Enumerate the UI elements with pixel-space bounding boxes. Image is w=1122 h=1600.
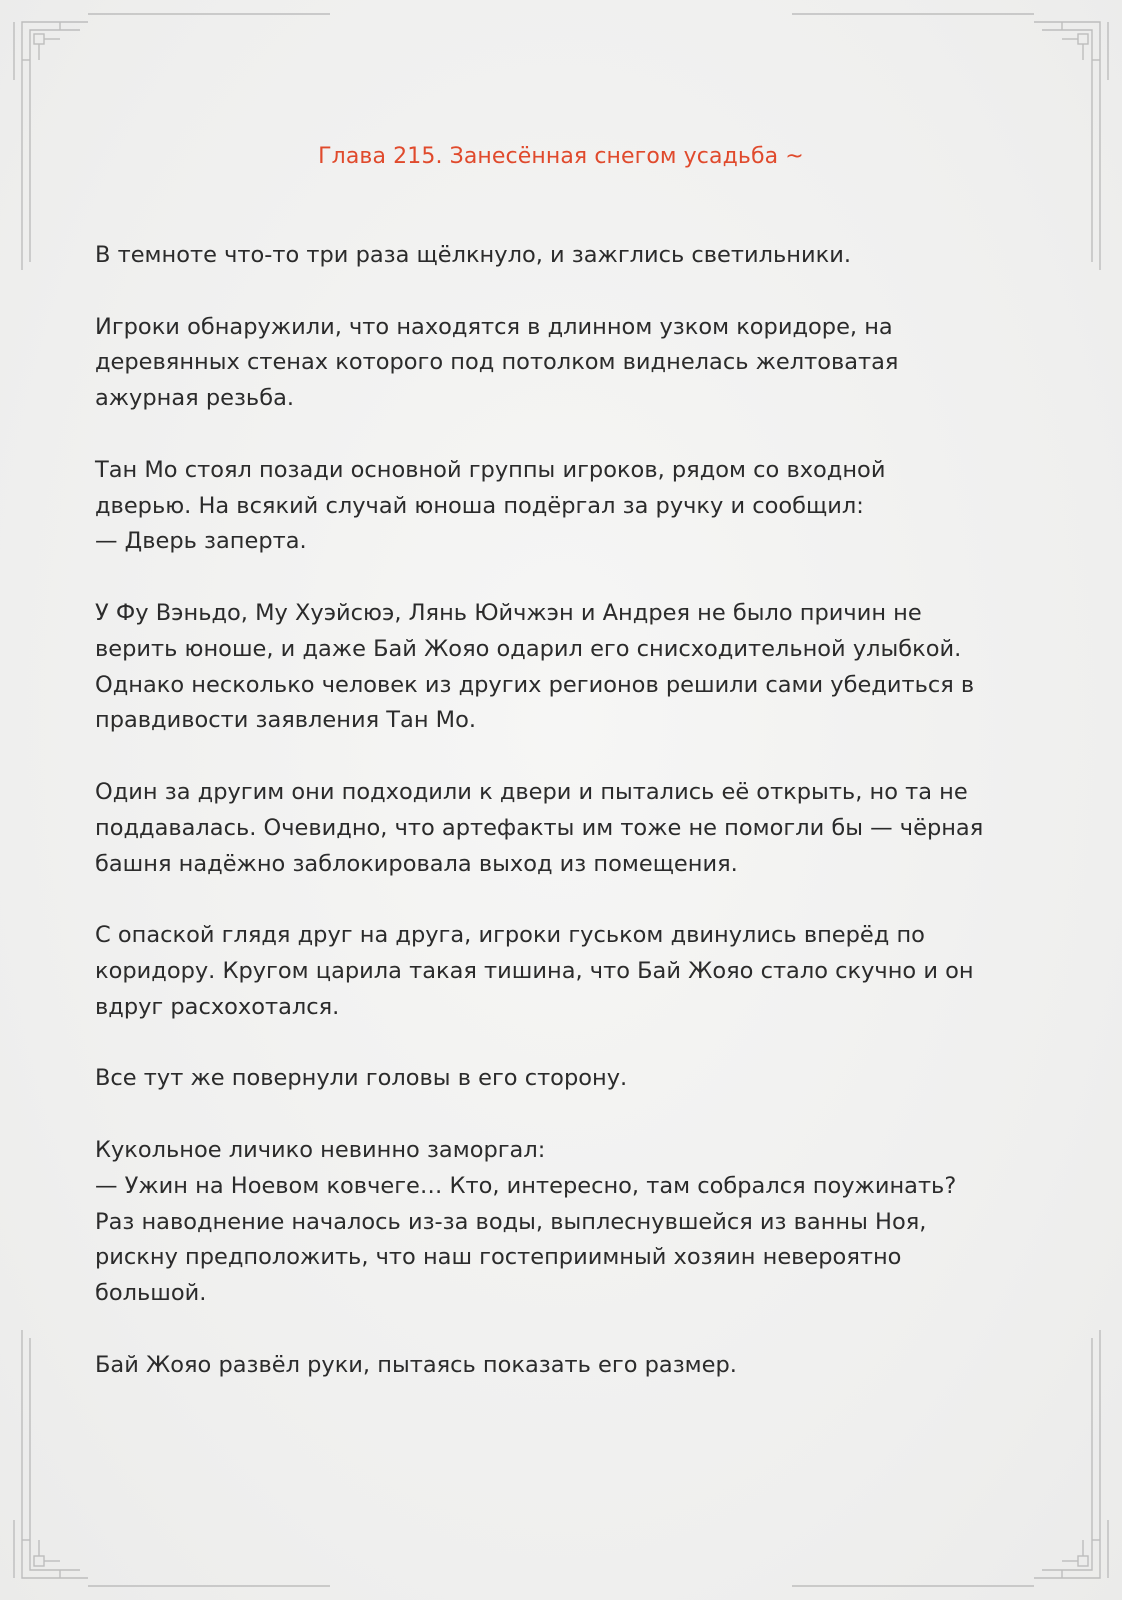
paragraph: [95, 238, 1025, 274]
paragraph-line: рискну предположить, что наш гостеприимный хозяин невероятно: [95, 1244, 902, 1271]
paragraph-line: — Дверь заперта.: [95, 528, 307, 555]
paragraph-line: большой.: [95, 1280, 207, 1307]
paragraph: [95, 596, 1025, 739]
paragraph: [95, 310, 1025, 417]
chapter-title: Глава 215. Занесённая снегом усадьба ~: [318, 144, 804, 169]
corner-ornament-top-left: [14, 14, 330, 270]
chapter-body: [95, 238, 1025, 1419]
paragraph-line: Кукольное личико невинно заморгал:: [95, 1136, 546, 1163]
paragraph-line: деревянных стенах которого под потолком виднелась желтоватая: [95, 349, 899, 376]
paragraph-line: коридору. Кругом царила такая тишина, что Бай Жояо стало скучно и он: [95, 957, 974, 984]
paragraph-line: ажурная резьба.: [95, 385, 295, 412]
paragraph-line: вдруг расхохотался.: [95, 993, 340, 1020]
paragraph-line: башня надёжно заблокировала выход из помещения.: [95, 850, 738, 877]
paragraph-line: дверью. На всякий случай юноша подёргал за ручку и сообщил:: [95, 492, 864, 519]
corner-ornament-top-right: [792, 14, 1108, 270]
paragraph-line: В темноте что-то три раза щёлкнуло, и зажглись светильники.: [95, 242, 851, 268]
paragraph-line: У Фу Вэньдо, Му Хуэйсюэ, Лянь Юйчжэн и Андрея не было причин не: [95, 599, 922, 626]
paragraph-line: Все тут же повернули головы в его сторону.: [95, 1065, 628, 1092]
paragraph: [95, 1133, 1025, 1312]
paragraph-line: С опаской глядя друг на друга, игроки гуськом двинулись вперёд по: [95, 922, 925, 949]
paragraph-line: верить юноше, и даже Бай Жояо одарил его снисходительной улыбкой.: [95, 635, 962, 662]
paragraph-line: поддавалась. Очевидно, что артефакты им тоже не помогли бы — чёрная: [95, 814, 984, 841]
paragraph: [95, 1348, 1025, 1384]
paragraph-line: правдивости заявления Тан Мо.: [95, 707, 477, 734]
paragraph-line: Один за другим они подходили к двери и пытались её открыть, но та не: [95, 778, 968, 805]
paragraph-line: Тан Мо стоял позади основной группы игроков, рядом со входной: [95, 456, 886, 483]
paragraph: [95, 1061, 1025, 1097]
paragraph: [95, 453, 1025, 560]
paragraph-line: Однако несколько человек из других регионов решили сами убедиться в: [95, 671, 975, 698]
paragraph-line: Игроки обнаружили, что находятся в длинном узком коридоре, на: [95, 313, 893, 340]
paragraph-line: Раз наводнение началось из-за воды, выплеснувшейся из ванны Ноя,: [95, 1208, 927, 1235]
paragraph: [95, 918, 1025, 1025]
paragraph-line: Бай Жояо развёл руки, пытаясь показать его размер.: [95, 1351, 737, 1378]
paragraph-line: — Ужин на Ноевом ковчеге… Кто, интересно, там собрался поужинать?: [95, 1172, 957, 1199]
paragraph: [95, 775, 1025, 882]
